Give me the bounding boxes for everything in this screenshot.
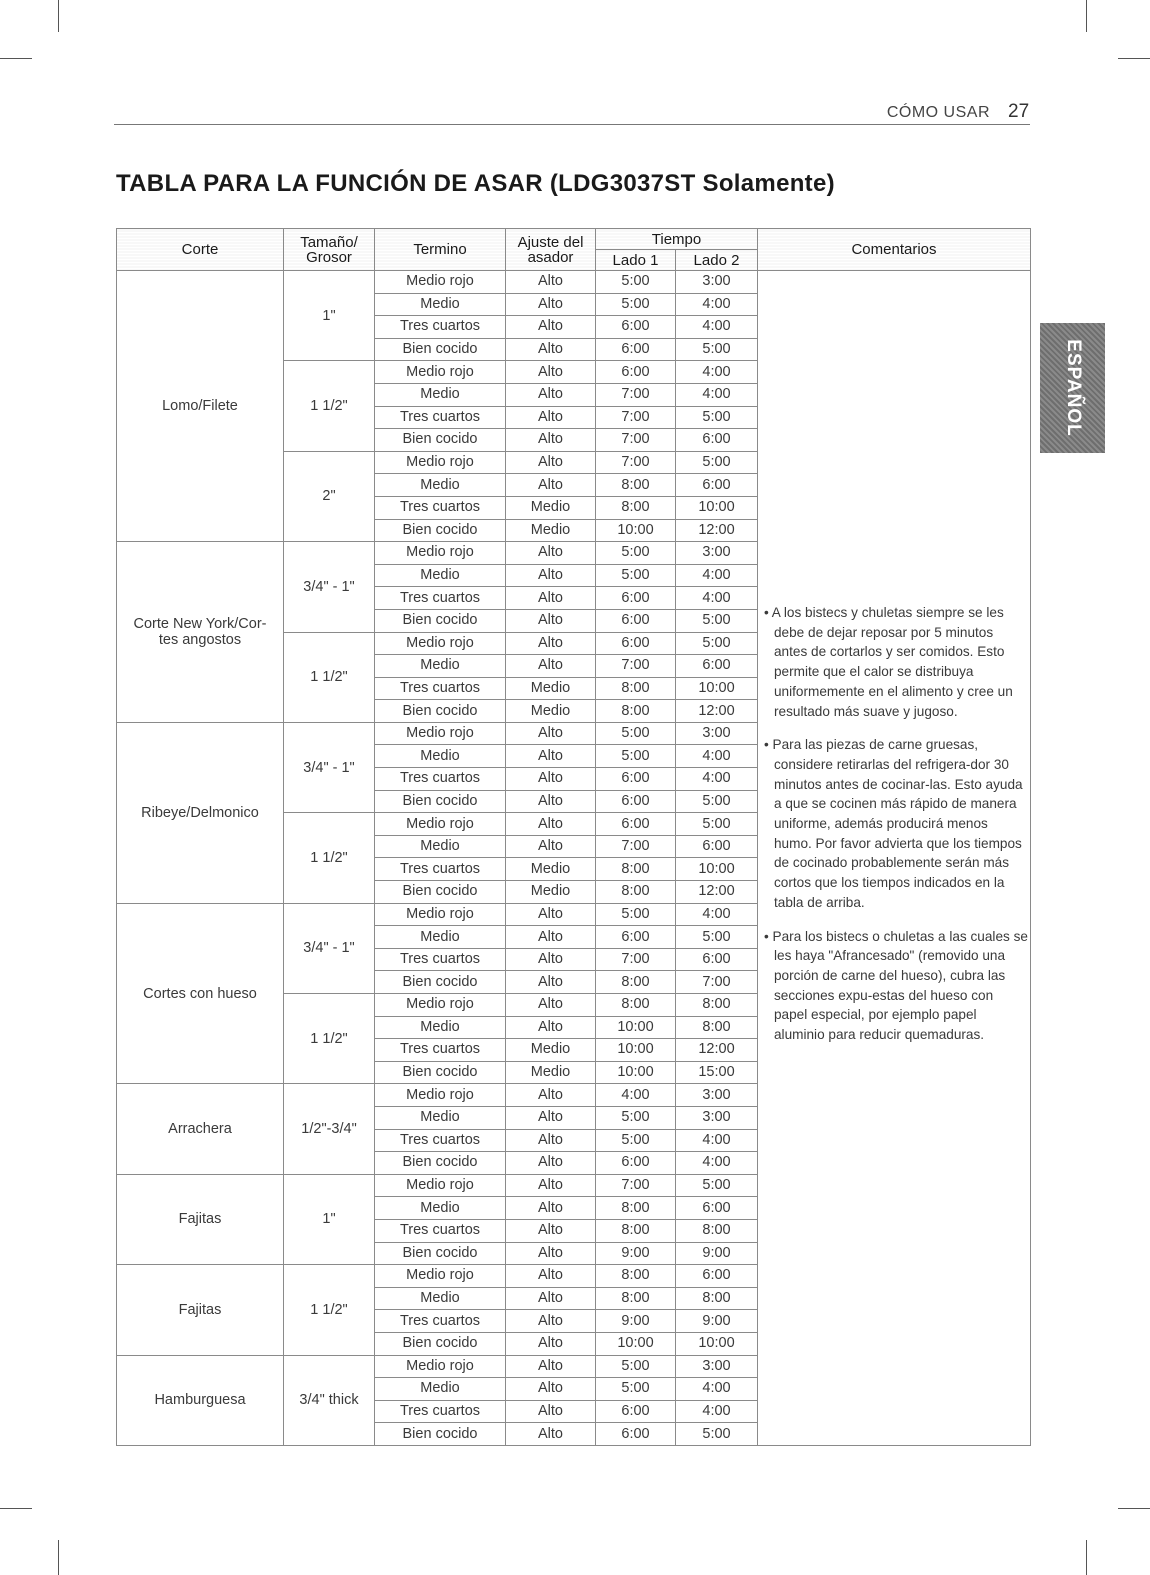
header-side1: Lado 1 bbox=[596, 250, 676, 271]
header-doneness: Termino bbox=[375, 229, 506, 271]
setting-cell: Alto bbox=[506, 655, 596, 678]
header-comments: Comentarios bbox=[758, 229, 1031, 271]
side2-cell: 10:00 bbox=[676, 496, 758, 519]
side1-cell: 7:00 bbox=[596, 383, 676, 406]
comment-bullet: • A los bistecs y chuletas siempre se les debe de dejar reposar por 5 minutos antes de cortarlos y ser comidos. Esto permite que el calor se distribuya uniformemente en el alimento y cree un resultado más suave y jugoso. bbox=[764, 605, 1013, 719]
setting-cell: Alto bbox=[506, 835, 596, 858]
side1-cell: 10:00 bbox=[596, 1332, 676, 1355]
side2-cell: 6:00 bbox=[676, 655, 758, 678]
side1-cell: 6:00 bbox=[596, 632, 676, 655]
side2-cell: 9:00 bbox=[676, 1310, 758, 1333]
side1-cell: 7:00 bbox=[596, 429, 676, 452]
doneness-cell: Tres cuartos bbox=[375, 316, 506, 339]
setting-cell: Alto bbox=[506, 994, 596, 1017]
side2-cell: 5:00 bbox=[676, 1174, 758, 1197]
side2-cell: 3:00 bbox=[676, 271, 758, 294]
doneness-cell: Tres cuartos bbox=[375, 1400, 506, 1423]
setting-cell: Alto bbox=[506, 790, 596, 813]
side2-cell: 4:00 bbox=[676, 383, 758, 406]
doneness-cell: Medio rojo bbox=[375, 1084, 506, 1107]
side2-cell: 4:00 bbox=[676, 587, 758, 610]
side1-cell: 6:00 bbox=[596, 1152, 676, 1175]
setting-cell: Alto bbox=[506, 271, 596, 294]
doneness-cell: Medio bbox=[375, 1287, 506, 1310]
doneness-cell: Medio bbox=[375, 835, 506, 858]
side1-cell: 5:00 bbox=[596, 564, 676, 587]
side2-cell: 5:00 bbox=[676, 1423, 758, 1446]
side1-cell: 7:00 bbox=[596, 835, 676, 858]
comments-cell bbox=[758, 271, 1031, 1446]
side1-cell: 6:00 bbox=[596, 587, 676, 610]
side2-cell: 4:00 bbox=[676, 316, 758, 339]
setting-cell: Alto bbox=[506, 903, 596, 926]
doneness-cell: Tres cuartos bbox=[375, 496, 506, 519]
side1-cell: 5:00 bbox=[596, 271, 676, 294]
side2-cell: 5:00 bbox=[676, 609, 758, 632]
side1-cell: 10:00 bbox=[596, 519, 676, 542]
side2-cell: 12:00 bbox=[676, 1039, 758, 1062]
side2-cell: 4:00 bbox=[676, 1400, 758, 1423]
doneness-cell: Medio rojo bbox=[375, 1174, 506, 1197]
crop-mark bbox=[0, 1508, 32, 1509]
doneness-cell: Medio rojo bbox=[375, 451, 506, 474]
side2-cell: 8:00 bbox=[676, 1219, 758, 1242]
side2-cell: 4:00 bbox=[676, 903, 758, 926]
doneness-cell: Medio rojo bbox=[375, 722, 506, 745]
setting-cell: Alto bbox=[506, 293, 596, 316]
side1-cell: 9:00 bbox=[596, 1242, 676, 1265]
side1-cell: 7:00 bbox=[596, 451, 676, 474]
table-row bbox=[117, 271, 1031, 294]
side1-cell: 9:00 bbox=[596, 1310, 676, 1333]
setting-cell: Alto bbox=[506, 813, 596, 836]
setting-cell: Alto bbox=[506, 542, 596, 565]
cut-cell: Lomo/Filete bbox=[117, 271, 284, 542]
setting-cell: Medio bbox=[506, 881, 596, 904]
setting-cell: Alto bbox=[506, 1174, 596, 1197]
cut-cell: Ribeye/Delmonico bbox=[117, 722, 284, 903]
doneness-cell: Tres cuartos bbox=[375, 1039, 506, 1062]
doneness-cell: Medio bbox=[375, 926, 506, 949]
doneness-cell: Tres cuartos bbox=[375, 858, 506, 881]
setting-cell: Alto bbox=[506, 474, 596, 497]
side1-cell: 6:00 bbox=[596, 768, 676, 791]
doneness-cell: Medio bbox=[375, 655, 506, 678]
size-cell: 3/4" thick bbox=[284, 1355, 375, 1445]
side2-cell: 4:00 bbox=[676, 361, 758, 384]
side2-cell: 3:00 bbox=[676, 1106, 758, 1129]
size-cell: 3/4" - 1" bbox=[284, 903, 375, 993]
setting-cell: Alto bbox=[506, 632, 596, 655]
size-cell: 1 1/2" bbox=[284, 361, 375, 451]
cut-cell: Fajitas bbox=[117, 1174, 284, 1264]
side2-cell: 15:00 bbox=[676, 1061, 758, 1084]
size-cell: 1/2"-3/4" bbox=[284, 1084, 375, 1174]
doneness-cell: Medio bbox=[375, 1016, 506, 1039]
side2-cell: 8:00 bbox=[676, 1016, 758, 1039]
side2-cell: 5:00 bbox=[676, 632, 758, 655]
setting-cell: Alto bbox=[506, 429, 596, 452]
setting-cell: Alto bbox=[506, 745, 596, 768]
side1-cell: 8:00 bbox=[596, 474, 676, 497]
setting-cell: Alto bbox=[506, 316, 596, 339]
setting-cell: Alto bbox=[506, 1106, 596, 1129]
side2-cell: 6:00 bbox=[676, 1265, 758, 1288]
side2-cell: 7:00 bbox=[676, 971, 758, 994]
doneness-cell: Medio bbox=[375, 1106, 506, 1129]
setting-cell: Medio bbox=[506, 1061, 596, 1084]
section-header: CÓMO USAR bbox=[886, 104, 990, 121]
size-cell: 1" bbox=[284, 271, 375, 361]
doneness-cell: Medio rojo bbox=[375, 903, 506, 926]
side1-cell: 10:00 bbox=[596, 1061, 676, 1084]
side1-cell: 8:00 bbox=[596, 971, 676, 994]
setting-cell: Alto bbox=[506, 361, 596, 384]
doneness-cell: Medio rojo bbox=[375, 361, 506, 384]
setting-cell: Alto bbox=[506, 1310, 596, 1333]
setting-cell: Alto bbox=[506, 1400, 596, 1423]
doneness-cell: Medio rojo bbox=[375, 1265, 506, 1288]
side2-cell: 5:00 bbox=[676, 406, 758, 429]
side1-cell: 6:00 bbox=[596, 609, 676, 632]
side1-cell: 6:00 bbox=[596, 1400, 676, 1423]
doneness-cell: Tres cuartos bbox=[375, 768, 506, 791]
setting-cell: Alto bbox=[506, 1332, 596, 1355]
side2-cell: 3:00 bbox=[676, 542, 758, 565]
doneness-cell: Medio bbox=[375, 293, 506, 316]
side1-cell: 8:00 bbox=[596, 700, 676, 723]
side2-cell: 3:00 bbox=[676, 1084, 758, 1107]
setting-cell: Alto bbox=[506, 1287, 596, 1310]
side1-cell: 6:00 bbox=[596, 1423, 676, 1446]
side2-cell: 4:00 bbox=[676, 564, 758, 587]
side1-cell: 6:00 bbox=[596, 316, 676, 339]
side1-cell: 8:00 bbox=[596, 1219, 676, 1242]
setting-cell: Alto bbox=[506, 1129, 596, 1152]
side2-cell: 6:00 bbox=[676, 429, 758, 452]
doneness-cell: Bien cocido bbox=[375, 700, 506, 723]
doneness-cell: Medio bbox=[375, 1197, 506, 1220]
side2-cell: 6:00 bbox=[676, 835, 758, 858]
setting-cell: Medio bbox=[506, 858, 596, 881]
side1-cell: 5:00 bbox=[596, 722, 676, 745]
setting-cell: Alto bbox=[506, 564, 596, 587]
doneness-cell: Tres cuartos bbox=[375, 948, 506, 971]
doneness-cell: Medio rojo bbox=[375, 813, 506, 836]
setting-cell: Alto bbox=[506, 1423, 596, 1446]
doneness-cell: Bien cocido bbox=[375, 609, 506, 632]
cut-cell: Cortes con hueso bbox=[117, 903, 284, 1084]
header-cut: Corte bbox=[117, 229, 284, 271]
cut-cell: Fajitas bbox=[117, 1265, 284, 1355]
setting-cell: Alto bbox=[506, 1084, 596, 1107]
setting-cell: Alto bbox=[506, 1219, 596, 1242]
crop-mark bbox=[1118, 58, 1150, 59]
setting-cell: Alto bbox=[506, 1265, 596, 1288]
doneness-cell: Bien cocido bbox=[375, 1152, 506, 1175]
cut-cell: Corte New York/Cor- tes angostos bbox=[117, 542, 284, 723]
size-cell: 1 1/2" bbox=[284, 813, 375, 903]
size-cell: 1 1/2" bbox=[284, 1265, 375, 1355]
side2-cell: 5:00 bbox=[676, 338, 758, 361]
side2-cell: 10:00 bbox=[676, 858, 758, 881]
header-size: Tamaño/ Grosor bbox=[284, 229, 375, 271]
doneness-cell: Medio rojo bbox=[375, 271, 506, 294]
side1-cell: 7:00 bbox=[596, 1174, 676, 1197]
setting-cell: Medio bbox=[506, 677, 596, 700]
setting-cell: Alto bbox=[506, 1152, 596, 1175]
side1-cell: 5:00 bbox=[596, 1378, 676, 1401]
side1-cell: 10:00 bbox=[596, 1039, 676, 1062]
setting-cell: Alto bbox=[506, 451, 596, 474]
doneness-cell: Bien cocido bbox=[375, 1242, 506, 1265]
doneness-cell: Tres cuartos bbox=[375, 677, 506, 700]
side1-cell: 6:00 bbox=[596, 361, 676, 384]
setting-cell: Medio bbox=[506, 1039, 596, 1062]
setting-cell: Alto bbox=[506, 406, 596, 429]
size-cell: 3/4" - 1" bbox=[284, 722, 375, 812]
language-tab bbox=[1040, 323, 1105, 453]
side2-cell: 5:00 bbox=[676, 451, 758, 474]
comment-bullet: • Para los bistecs o chuletas a las cuales se les haya "Afrancesado" (removido una porción de carne del hueso), cubra las secciones expu-estas del hueso con papel especial, por ejemplo papel aluminio para reducir quemaduras. bbox=[764, 928, 1028, 1043]
setting-cell: Alto bbox=[506, 926, 596, 949]
doneness-cell: Bien cocido bbox=[375, 971, 506, 994]
setting-cell: Alto bbox=[506, 609, 596, 632]
crop-mark bbox=[0, 58, 32, 59]
side2-cell: 6:00 bbox=[676, 1197, 758, 1220]
side2-cell: 9:00 bbox=[676, 1242, 758, 1265]
side1-cell: 6:00 bbox=[596, 926, 676, 949]
doneness-cell: Bien cocido bbox=[375, 519, 506, 542]
size-cell: 1" bbox=[284, 1174, 375, 1264]
setting-cell: Alto bbox=[506, 1378, 596, 1401]
side1-cell: 6:00 bbox=[596, 813, 676, 836]
side1-cell: 7:00 bbox=[596, 655, 676, 678]
doneness-cell: Medio rojo bbox=[375, 632, 506, 655]
doneness-cell: Tres cuartos bbox=[375, 406, 506, 429]
side1-cell: 5:00 bbox=[596, 745, 676, 768]
side2-cell: 4:00 bbox=[676, 1152, 758, 1175]
broil-table bbox=[116, 228, 1031, 1446]
doneness-cell: Medio bbox=[375, 1378, 506, 1401]
size-cell: 3/4" - 1" bbox=[284, 542, 375, 632]
side2-cell: 12:00 bbox=[676, 519, 758, 542]
side1-cell: 8:00 bbox=[596, 881, 676, 904]
doneness-cell: Medio bbox=[375, 564, 506, 587]
header-side2: Lado 2 bbox=[676, 250, 758, 271]
side1-cell: 4:00 bbox=[596, 1084, 676, 1107]
setting-cell: Alto bbox=[506, 971, 596, 994]
side2-cell: 4:00 bbox=[676, 1129, 758, 1152]
setting-cell: Medio bbox=[506, 700, 596, 723]
doneness-cell: Tres cuartos bbox=[375, 1129, 506, 1152]
doneness-cell: Bien cocido bbox=[375, 1332, 506, 1355]
side1-cell: 8:00 bbox=[596, 858, 676, 881]
side1-cell: 8:00 bbox=[596, 994, 676, 1017]
side1-cell: 5:00 bbox=[596, 542, 676, 565]
side1-cell: 5:00 bbox=[596, 1129, 676, 1152]
side2-cell: 8:00 bbox=[676, 1287, 758, 1310]
header-setting: Ajuste del asador bbox=[506, 229, 596, 271]
side2-cell: 4:00 bbox=[676, 293, 758, 316]
setting-cell: Alto bbox=[506, 1016, 596, 1039]
side2-cell: 10:00 bbox=[676, 677, 758, 700]
side2-cell: 8:00 bbox=[676, 994, 758, 1017]
comment-bullet: • Para las piezas de carne gruesas, considere retirarlas del refrigera-dor 30 minutos antes de cocinar-las. Esto ayuda a que se cocinen más rápido de manera uniforme, además producirá menos humo. Por favor advierta que los tiempos de cocinado probablemente serán más cortos que los tiempos indicados en la tabla de arriba. bbox=[764, 737, 1023, 910]
setting-cell: Alto bbox=[506, 383, 596, 406]
side2-cell: 5:00 bbox=[676, 926, 758, 949]
side2-cell: 4:00 bbox=[676, 768, 758, 791]
side1-cell: 8:00 bbox=[596, 1197, 676, 1220]
side1-cell: 5:00 bbox=[596, 1355, 676, 1378]
side2-cell: 10:00 bbox=[676, 1332, 758, 1355]
doneness-cell: Tres cuartos bbox=[375, 1310, 506, 1333]
doneness-cell: Tres cuartos bbox=[375, 1219, 506, 1242]
side1-cell: 5:00 bbox=[596, 903, 676, 926]
setting-cell: Alto bbox=[506, 722, 596, 745]
setting-cell: Medio bbox=[506, 519, 596, 542]
side1-cell: 10:00 bbox=[596, 1016, 676, 1039]
setting-cell: Alto bbox=[506, 587, 596, 610]
side1-cell: 8:00 bbox=[596, 1265, 676, 1288]
side2-cell: 6:00 bbox=[676, 948, 758, 971]
side2-cell: 5:00 bbox=[676, 813, 758, 836]
setting-cell: Alto bbox=[506, 338, 596, 361]
side2-cell: 3:00 bbox=[676, 722, 758, 745]
side2-cell: 4:00 bbox=[676, 1378, 758, 1401]
size-cell: 2" bbox=[284, 451, 375, 541]
setting-cell: Alto bbox=[506, 1355, 596, 1378]
side2-cell: 4:00 bbox=[676, 745, 758, 768]
size-cell: 1 1/2" bbox=[284, 994, 375, 1084]
setting-cell: Medio bbox=[506, 496, 596, 519]
doneness-cell: Bien cocido bbox=[375, 1061, 506, 1084]
doneness-cell: Tres cuartos bbox=[375, 587, 506, 610]
doneness-cell: Bien cocido bbox=[375, 790, 506, 813]
side1-cell: 6:00 bbox=[596, 790, 676, 813]
doneness-cell: Medio bbox=[375, 383, 506, 406]
doneness-cell: Medio rojo bbox=[375, 1355, 506, 1378]
doneness-cell: Bien cocido bbox=[375, 429, 506, 452]
side1-cell: 8:00 bbox=[596, 1287, 676, 1310]
side1-cell: 7:00 bbox=[596, 948, 676, 971]
side1-cell: 6:00 bbox=[596, 338, 676, 361]
size-cell: 1 1/2" bbox=[284, 632, 375, 722]
doneness-cell: Bien cocido bbox=[375, 338, 506, 361]
setting-cell: Alto bbox=[506, 1197, 596, 1220]
side2-cell: 6:00 bbox=[676, 474, 758, 497]
header-time: Tiempo bbox=[596, 229, 758, 250]
page-number: 27 bbox=[1008, 101, 1030, 122]
side2-cell: 5:00 bbox=[676, 790, 758, 813]
setting-cell: Alto bbox=[506, 948, 596, 971]
crop-mark bbox=[1086, 1540, 1087, 1575]
doneness-cell: Medio rojo bbox=[375, 542, 506, 565]
side1-cell: 5:00 bbox=[596, 1106, 676, 1129]
side1-cell: 5:00 bbox=[596, 293, 676, 316]
setting-cell: Alto bbox=[506, 768, 596, 791]
crop-mark bbox=[58, 0, 59, 32]
doneness-cell: Medio bbox=[375, 474, 506, 497]
crop-mark bbox=[58, 1540, 59, 1575]
side2-cell: 12:00 bbox=[676, 881, 758, 904]
header-rule bbox=[114, 124, 1030, 125]
cut-cell: Hamburguesa bbox=[117, 1355, 284, 1445]
crop-mark bbox=[1086, 0, 1087, 32]
doneness-cell: Bien cocido bbox=[375, 1423, 506, 1446]
side1-cell: 7:00 bbox=[596, 406, 676, 429]
side2-cell: 3:00 bbox=[676, 1355, 758, 1378]
side1-cell: 8:00 bbox=[596, 496, 676, 519]
page-title: TABLA PARA LA FUNCIÓN DE ASAR (LDG3037ST Solamente) bbox=[116, 170, 835, 197]
doneness-cell: Medio bbox=[375, 745, 506, 768]
side1-cell: 8:00 bbox=[596, 677, 676, 700]
doneness-cell: Medio rojo bbox=[375, 994, 506, 1017]
crop-mark bbox=[1118, 1508, 1150, 1509]
setting-cell: Alto bbox=[506, 1242, 596, 1265]
side2-cell: 12:00 bbox=[676, 700, 758, 723]
language-tab-label: ESPAÑOL bbox=[1062, 339, 1084, 437]
doneness-cell: Bien cocido bbox=[375, 881, 506, 904]
cut-cell: Arrachera bbox=[117, 1084, 284, 1174]
